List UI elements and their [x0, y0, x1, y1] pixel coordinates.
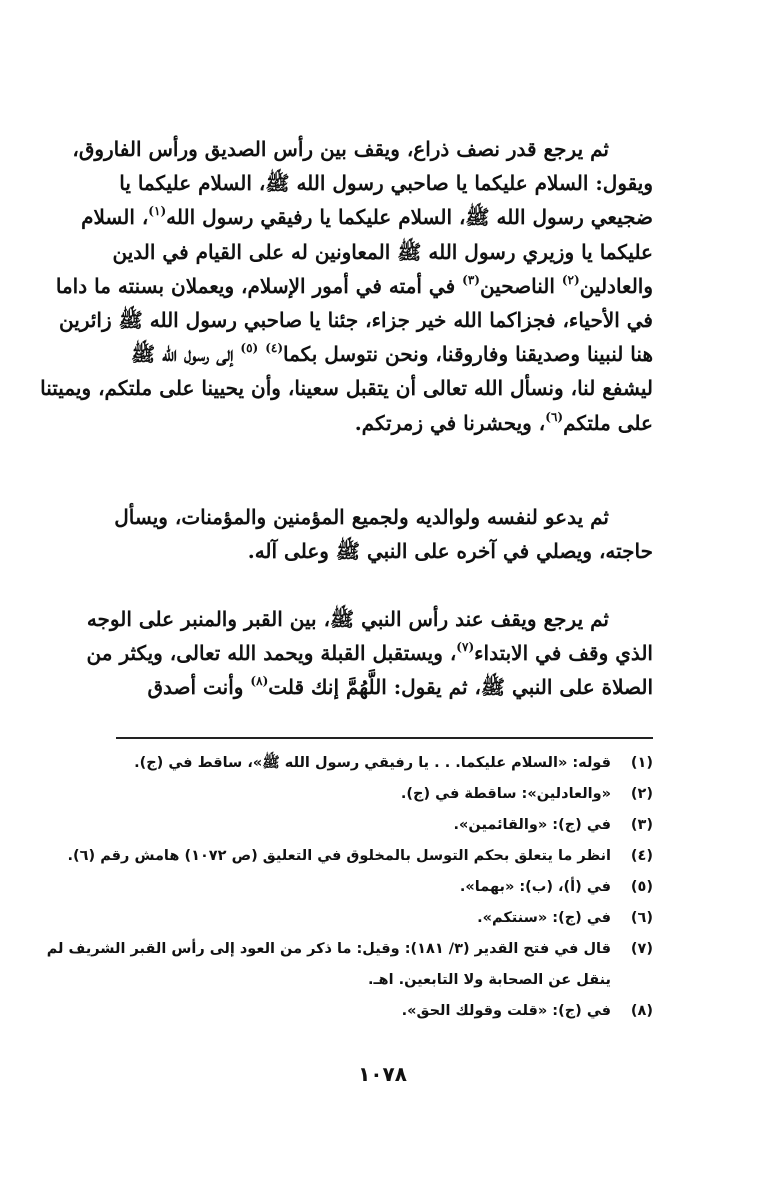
- footnote-number: (٨): [630, 1003, 653, 1019]
- text-run: هنا لنبينا وصديقنا وفاروقنا، ونحن نتوسل بكما: [283, 342, 653, 367]
- text-run: ضجيعي رسول الله ﷺ، السلام عليكما يا رفيقي رسول الله: [166, 205, 653, 230]
- footnote-marker-1: (١): [148, 204, 167, 219]
- text-line: حاجته، ويصلي في آخره على النبي ﷺ وعلى آله.: [247, 539, 653, 564]
- text-run: الناصحين: [479, 273, 562, 298]
- text-run: على ملتكم: [563, 410, 653, 435]
- text-line: في الأحياء، فجزاكما الله خير جزاء، جئنا يا صاحبي رسول الله ﷺ زائرين: [59, 308, 653, 333]
- footnote-number: (٣): [630, 817, 653, 833]
- main-paragraph-2: [115, 500, 653, 568]
- text-line: ليشفع لنا، ونسأل الله تعالى أن يتقبل سعينا، وأن يحيينا على ملتكم، ويميتنا: [40, 376, 653, 401]
- footnote-item: [53, 841, 653, 872]
- main-paragraph-1: [40, 132, 653, 440]
- text-line: [86, 636, 653, 670]
- footnote-text: في (أ)، (ب): «بهما».: [459, 879, 611, 895]
- footnote-number: (٥): [630, 879, 653, 895]
- text-run: وأنت أصدق: [147, 675, 251, 700]
- footnote-marker-4: (٤): [265, 341, 284, 356]
- footnote-item: [53, 810, 653, 841]
- footnote-number: (٧): [630, 941, 653, 957]
- text-line: [115, 406, 653, 440]
- footnote-text: في (ج): «سنتكم».: [477, 910, 611, 926]
- footnote-text: في (ج): «قلت وقولك الحق».: [401, 1003, 611, 1019]
- footnote-item: [53, 996, 653, 1027]
- footnote-text: في (ج): «والقائمين».: [453, 817, 611, 833]
- text-run: والعادلين: [579, 273, 653, 298]
- footnote-number: (٤): [630, 848, 653, 864]
- footnote-marker-7: (٧): [456, 640, 475, 655]
- text-run: ، ويحشرنا في زمرتكم.: [354, 410, 546, 435]
- footnote-item: [46, 934, 653, 996]
- footnote-item: [53, 748, 653, 779]
- footnote-number: (٢): [630, 786, 653, 802]
- footnote-number: (٦): [630, 910, 653, 926]
- footnote-divider: [116, 737, 653, 739]
- text-run: الصلاة على النبي ﷺ، ثم يقول: اللَّهُمَّ إنك قلت: [268, 675, 653, 700]
- text-run: في أمته في أمور الإسلام، ويعملان بسنته ما داما: [55, 273, 463, 298]
- text-run: ، السلام: [81, 205, 149, 230]
- text-line: [81, 200, 653, 234]
- footnote-marker-8: (٨): [250, 674, 269, 689]
- footnote-text: انظر ما يتعلق بحكم التوسل بالمخلوق في التعليق (ص ١٠٧٢) هامش رقم (٦).: [67, 848, 611, 864]
- text-run: إلى رسول الله ﷺ: [130, 342, 241, 367]
- text-line: ثم يدعو لنفسه ولوالديه ولجميع المؤمنين والمؤمنات، ويسأل: [114, 505, 609, 529]
- footnote-marker-6: (٦): [545, 409, 564, 424]
- text-line: ويقول: السلام عليكما يا صاحبي رسول الله ﷺ، السلام عليكما يا: [119, 171, 653, 196]
- text-run: الذي وقف في الابتداء: [474, 641, 653, 666]
- footnote-text: قوله: «السلام عليكما. . . يا رفيقي رسول الله ﷺ»، ساقط في (ج).: [134, 755, 611, 771]
- text-line: [55, 269, 653, 303]
- footnote-item: [53, 903, 653, 934]
- footnote-text: «والعادلين»: ساقطة في (ج).: [400, 786, 611, 802]
- footnote-item: [53, 872, 653, 903]
- footnote-marker-5: (٥): [240, 341, 259, 356]
- footnote-marker-3: (٣): [462, 272, 480, 287]
- footnotes-section: [46, 748, 653, 1027]
- footnote-text: قال في فتح القدير (٣/ ١٨١): وقيل: ما ذكر من العود إلى رأس القبر الشريف لم: [46, 941, 611, 957]
- footnote-number: (١): [630, 755, 653, 771]
- main-paragraph-3: [86, 602, 653, 705]
- text-line: عليكما يا وزيري رسول الله ﷺ المعاونين له على القيام في الدين: [112, 239, 653, 264]
- footnote-item: [53, 779, 653, 810]
- text-line: ثم يرجع قدر نصف ذراع، ويقف بين رأس الصديق ورأس الفاروق،: [72, 137, 609, 161]
- text-line: [115, 337, 653, 371]
- text-run: ، ويستقبل القبلة ويحمد الله تعالى، ويكثر من: [86, 641, 457, 666]
- footnote-marker-2: (٢): [561, 272, 580, 287]
- text-line: ثم يرجع ويقف عند رأس النبي ﷺ، بين القبر والمنبر على الوجه: [86, 607, 609, 631]
- footnote-text-continuation: ينقل عن الصحابة ولا التابعين. اهـ.: [368, 972, 611, 988]
- text-line: [115, 670, 653, 704]
- page-number: ١٠٧٨: [358, 1062, 407, 1086]
